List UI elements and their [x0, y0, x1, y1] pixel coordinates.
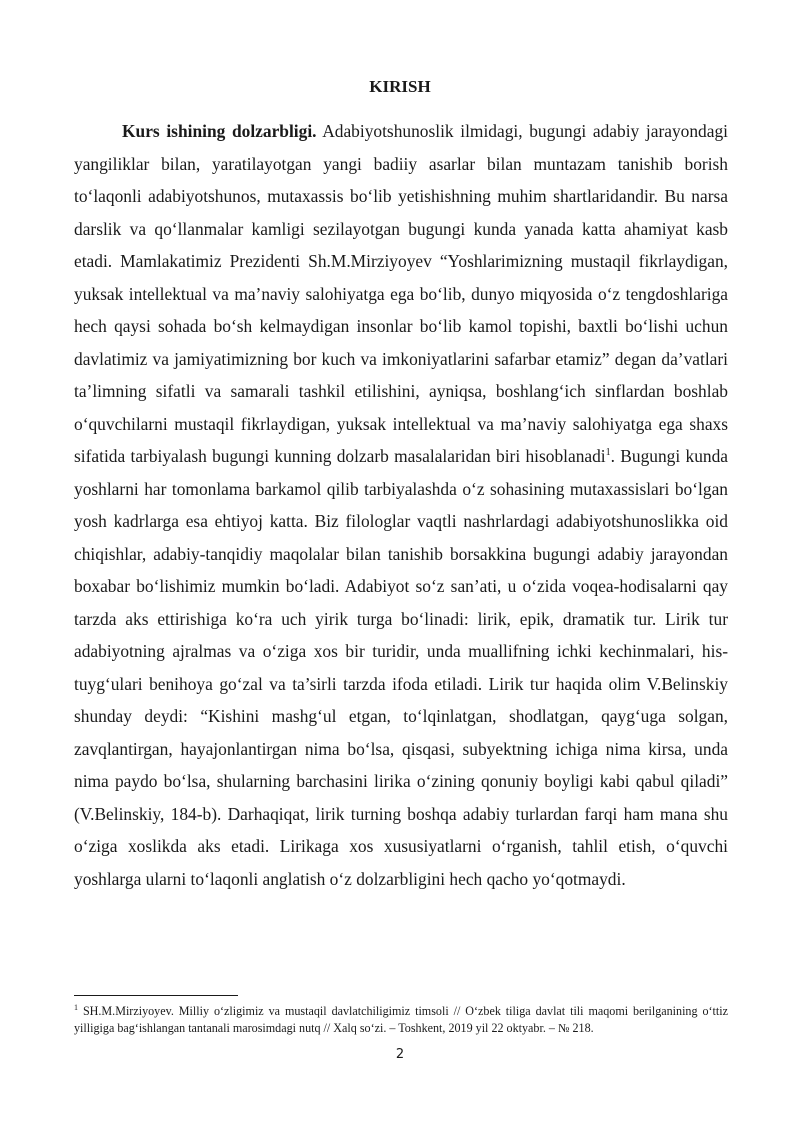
page-number: 2 [395, 1047, 405, 1062]
footnote-text: SH.M.Mirziyoyev. Milliy o‘zligimiz va mustaqil davlatchiligimiz timsoli // O‘zbek tiliga davlat tili maqomi berilganining o‘ttiz yilligiga bag‘ishlangan tantanali marosimdagi nutq // Xalq so‘zi. – Toshkent, 2019 yil 22 oktyabr. – № 218. [74, 1004, 728, 1035]
paragraph-lead: Kurs ishining dolzarbligi. [122, 121, 317, 141]
footnote-marker: 1 [74, 1002, 78, 1012]
paragraph-text-part-1: Adabiyotshunoslik ilmidagi, bugungi adabiy jarayondagi yangiliklar bilan, yaratilayotgan yangi badiiy asarlar bilan muntazam tanishib borish to‘laqonli adabiyotshunos, mutaxassis bo‘lib yetishishning muhim shartlaridandir. Bu narsa darslik va qo‘llanmalar kamligi sezilayotgan bugungi kunda yanada katta ahamiyat kasb etadi. Mamlakatimiz Prezidenti Sh.M.Mirziyoyev “Yoshlarimizning mustaqil fikrlaydigan, yuksak intellektual va ma’naviy salohiyatga ega bo‘lib, dunyo miqyosida o‘z tengdoshlariga hech qaysi sohada bo‘sh kelmaydigan insonlar bo‘lib kamol topishi, baxtli bo‘lishi uchun davlatimiz va jamiyatimizning bor kuch va imkoniyatlarini safarbar etamiz” degan da’vatlari ta’limning sifatli va samarali tashkil etilishini, ayniqsa, boshlang‘ich sinflardan boshlab o‘quvchilarni mustaqil fikrlaydigan, yuksak intellektual va ma’naviy salohiyatga ega shaxs sifatida tarbiyalash bugungi kunning dolzarb masalalaridan biri hisoblanadi [74, 121, 728, 466]
section-heading: KIRISH [369, 77, 431, 96]
paragraph-text-part-2: . Bugungi kunda yoshlarni har tomonlama barkamol qilib tarbiyalashda o‘z sohasining mutaxassislari bo‘lgan yosh kadrlarga esa ehtiyoj katta. Biz filologlar vaqtli nashrlardagi adabiyotshunoslikka oid chiqishlar, adabiy-tanqidiy maqolalar bilan tanishib borsakkina bugungi adabiy jarayondan boxabar bo‘lishimiz mumkin bo‘ladi. Adabiyot so‘z san’ati, u o‘zida voqea-hodisalarni qay tarzda aks ettirishiga ko‘ra uch yirik turga bo‘linadi: lirik, epik, dramatik tur. Lirik tur adabiyotning ajralmas va o‘ziga xos bir turidir, unda muallifning ichki kechinmalari, his-tuyg‘ulari benihoya go‘zal va ta’sirli tarzda ifoda etiladi. Lirik tur haqida olim V.Belinskiy shunday deydi: “Kishini mashg‘ul etgan, to‘lqinlatgan, shodlatgan, qayg‘uga solgan, zavqlantirgan, hayajonlantirgan nima bo‘lsa, qisqasi, subyektning ichiga nima kirsa, unda nima paydo bo‘lsa, shularning barchasini lirika o‘zining qonuniy boyligi kabi qabul qiladi” (V.Belinskiy, 184-b). Darhaqiqat, lirik turning boshqa adabiy turlardan farqi ham mana shu o‘ziga xoslikda aks etadi. Lirikaga xos xususiyatlarni o‘rganish, tahlil etish, o‘quvchi yoshlarga ularni to‘laqonli anglatish o‘z dolzarbligini hech qacho yo‘qotmaydi. [74, 446, 728, 889]
body-paragraph [74, 115, 728, 895]
footnote-reference[interactable]: 1 [605, 447, 611, 459]
footnote-separator [74, 995, 238, 996]
footnote [74, 1003, 728, 1036]
